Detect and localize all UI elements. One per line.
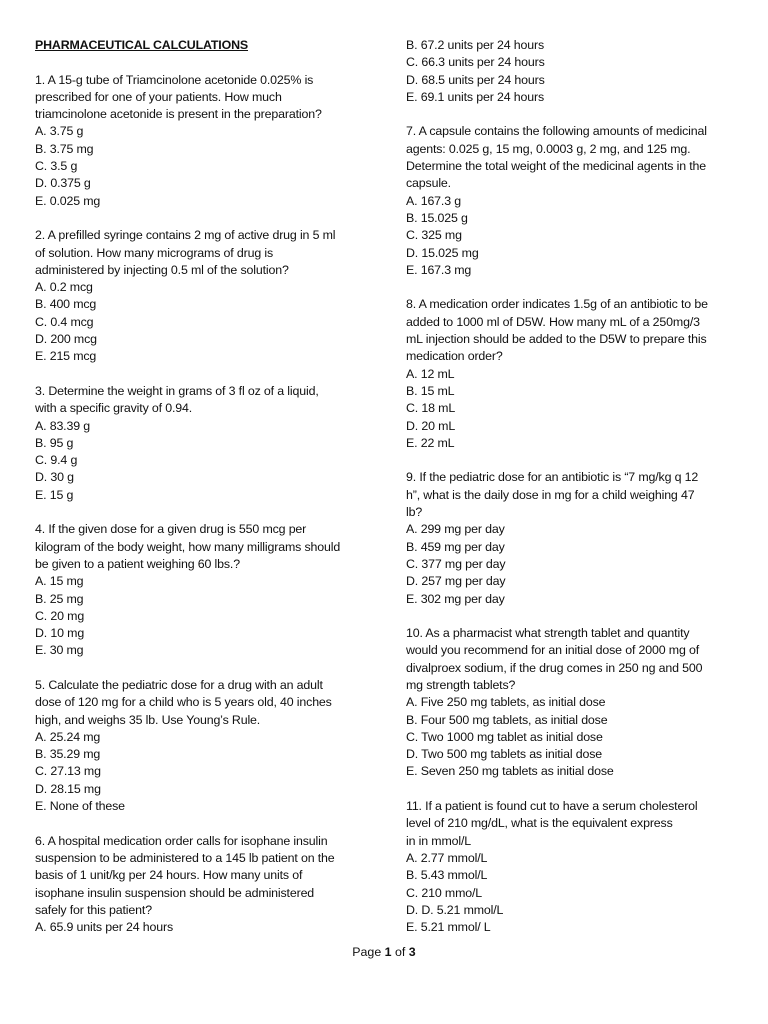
question-block <box>35 833 370 937</box>
answer-option: D. 20 mL <box>406 418 456 433</box>
question-text: 10. As a pharmacist what strength tablet and quantity would you recommend for an initial dose of 2000 mg of divalproex sodium, if the drug comes in 250 ng and 500 mg strength tablets? <box>406 626 703 692</box>
answer-option: B. 400 mcg <box>35 297 97 312</box>
question-block <box>406 37 736 106</box>
answer-option: A. 0.2 mcg <box>35 280 93 295</box>
footer-prefix: Page <box>352 945 385 959</box>
right-column <box>406 37 736 954</box>
answer-option: B. 5.43 mmol/L <box>406 868 488 883</box>
answer-option: D. 200 mcg <box>35 332 97 347</box>
left-question-list <box>35 72 370 937</box>
footer-middle: of <box>391 945 409 959</box>
question-block <box>406 296 736 452</box>
question-text: 7. A capsule contains the following amounts of medicinal agents: 0.025 g, 15 mg, 0.0003 g, 2 mg, and 125 mg. Determine the total weight of the medicinal agents in the capsule. <box>406 124 707 191</box>
answer-option: A. 2.77 mmol/L <box>406 850 488 865</box>
answer-option: B. 15.025 g <box>406 210 468 225</box>
answer-option: B. 3.75 mg <box>35 141 94 156</box>
question-text: 6. A hospital medication order calls for isophane insulin suspension to be administered to a 145 lb patient on the basis of 1 unit/kg per 24 hours. How many units of isophane insulin suspension should be administered safely for this patient? <box>35 833 335 917</box>
answer-option: E. Seven 250 mg tablets as initial dose <box>406 764 614 779</box>
question-block <box>406 625 736 781</box>
answer-option: A. 25.24 mg <box>35 729 101 744</box>
answer-option: E. 215 mcg <box>35 349 97 364</box>
answer-option: E. None of these <box>35 799 125 814</box>
question-block <box>35 383 370 504</box>
question-text: 4. If the given dose for a given drug is 550 mcg per kilogram of the body weight, how many milligrams should be given to a patient weighing 60 lbs.? <box>35 522 341 571</box>
answer-option: D. 0.375 g <box>35 176 91 191</box>
question-text: 2. A prefilled syringe contains 2 mg of active drug in 5 ml of solution. How many micrograms of drug is administered by injecting 0.5 ml of the solution? <box>35 228 336 277</box>
answer-option: E. 69.1 units per 24 hours <box>406 89 544 104</box>
answer-option: A. Five 250 mg tablets, as initial dose <box>406 695 606 710</box>
answer-option: B. 25 mg <box>35 591 84 606</box>
answer-option: C. 210 mmo/L <box>406 885 483 900</box>
answer-option: B. 67.2 units per 24 hours <box>406 38 544 52</box>
answer-option: C. Two 1000 mg tablet as initial dose <box>406 729 603 744</box>
question-block <box>35 521 370 659</box>
right-question-list <box>406 37 736 936</box>
question-block <box>406 798 736 936</box>
answer-option: C. 9.4 g <box>35 453 78 468</box>
answer-option: A. 15 mg <box>35 574 84 589</box>
answer-option: B. 459 mg per day <box>406 539 505 554</box>
answer-option: A. 299 mg per day <box>406 522 505 537</box>
answer-option: B. 35.29 mg <box>35 747 101 762</box>
answer-option: A. 65.9 units per 24 hours <box>35 920 173 935</box>
answer-option: C. 377 mg per day <box>406 556 506 571</box>
answer-option: C. 3.5 g <box>35 159 78 174</box>
answer-option: D. 15.025 mg <box>406 245 479 260</box>
answer-option: C. 0.4 mcg <box>35 314 94 329</box>
answer-option: E. 167.3 mg <box>406 262 472 277</box>
answer-option: E. 302 mg per day <box>406 591 505 606</box>
answer-option: C. 66.3 units per 24 hours <box>406 55 545 70</box>
answer-option: D. Two 500 mg tablets as initial dose <box>406 747 603 762</box>
question-block <box>35 72 370 210</box>
page-footer <box>0 944 768 961</box>
question-block <box>35 677 370 815</box>
answer-option: C. 18 mL <box>406 401 456 416</box>
answer-option: C. 325 mg <box>406 228 462 243</box>
answer-option: B. Four 500 mg tablets, as initial dose <box>406 712 608 727</box>
answer-option: D. 10 mg <box>35 626 85 641</box>
left-column <box>35 37 370 954</box>
answer-option: A. 167.3 g <box>406 193 461 208</box>
answer-option: C. 27.13 mg <box>35 764 101 779</box>
answer-option: D. 30 g <box>35 470 74 485</box>
question-text: 9. If the pediatric dose for an antibiotic is “7 mg/kg q 12 h”, what is the daily dose in mg for a child weighing 47 lb? <box>406 470 699 520</box>
question-text: 11. If a patient is found cut to have a serum cholesterol level of 210 mg/dL, what is the equivalent express in in mmol/L <box>406 799 698 848</box>
footer-total-pages: 3 <box>408 945 416 959</box>
answer-option: A. 12 mL <box>406 366 455 381</box>
question-text: 5. Calculate the pediatric dose for a drug with an adult dose of 120 mg for a child who is 5 years old, 40 inches high, and weighs 35 lb. Use Young’s Rule. <box>35 677 332 727</box>
answer-option: E. 15 g <box>35 487 74 502</box>
answer-option: C. 20 mg <box>35 608 85 623</box>
answer-option: D. 257 mg per day <box>406 574 506 589</box>
answer-option: D. D. 5.21 mmol/L <box>406 902 504 917</box>
question-block <box>406 123 736 279</box>
answer-option: D. 28.15 mg <box>35 781 101 796</box>
answer-option: B. 95 g <box>35 435 74 450</box>
question-text: 1. A 15-g tube of Triamcinolone acetonide 0.025% is prescribed for one of your patients. How much triamcinolone acetonide is present in the preparation? <box>35 72 322 122</box>
question-text: 8. A medication order indicates 1.5g of an antibiotic to be added to 1000 ml of D5W. How many mL of a 250mg/3 mL injection should be added to the D5W to prepare this medication order? <box>406 297 708 364</box>
question-block <box>406 469 736 607</box>
question-block <box>35 227 370 365</box>
document-title: PHARMACEUTICAL CALCULATIONS <box>35 38 249 52</box>
answer-option: E. 5.21 mmol/ L <box>406 920 491 935</box>
question-text: 3. Determine the weight in grams of 3 fl oz of a liquid, with a specific gravity of 0.94. <box>35 383 319 416</box>
answer-option: E. 0.025 mg <box>35 193 101 208</box>
answer-option: E. 22 mL <box>406 435 455 450</box>
answer-option: A. 3.75 g <box>35 124 84 139</box>
footer-current-page: 1 <box>384 945 392 959</box>
answer-option: E. 30 mg <box>35 643 84 658</box>
answer-option: D. 68.5 units per 24 hours <box>406 72 545 87</box>
answer-option: A. 83.39 g <box>35 418 90 433</box>
answer-option: B. 15 mL <box>406 383 455 398</box>
